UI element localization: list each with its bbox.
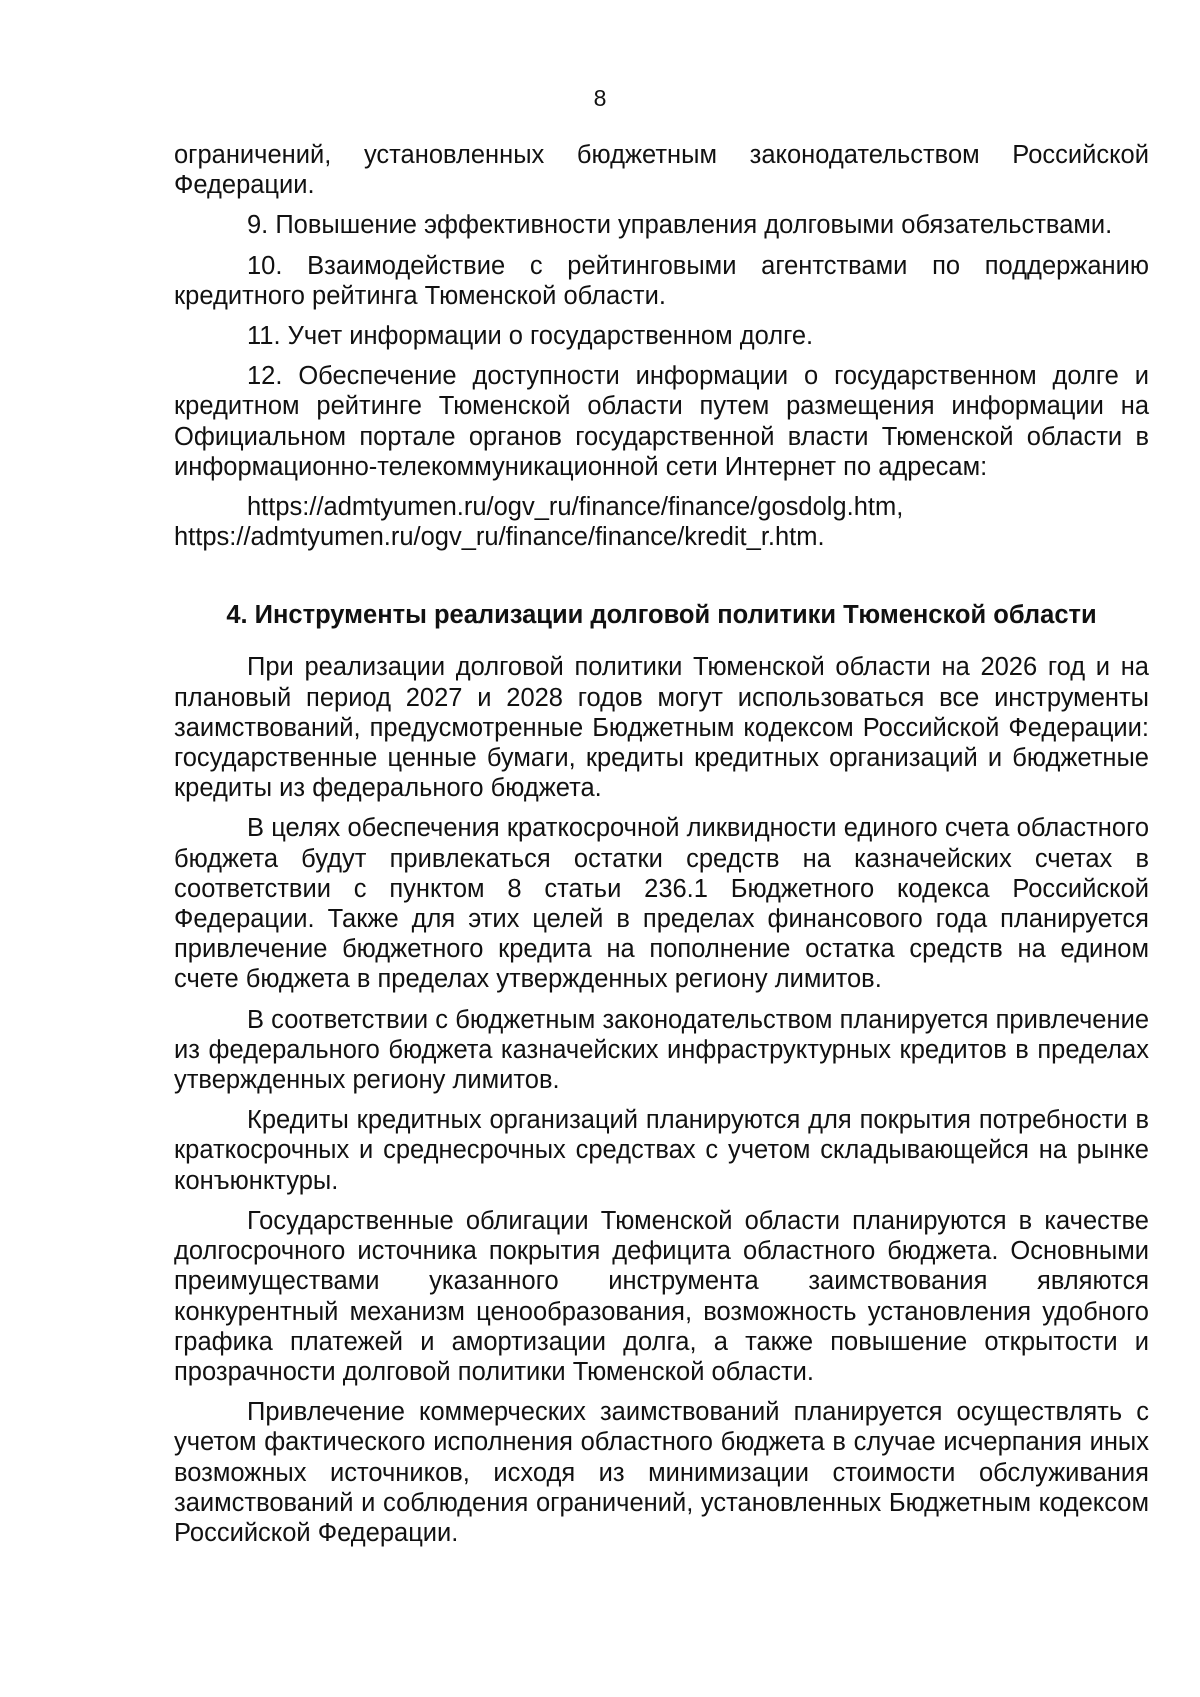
url-gosdolg: https://admtyumen.ru/ogv_ru/finance/finance/gosdolg.htm, [247, 493, 904, 522]
list-item-9: 9. Повышение эффективности управления долговыми обязательствами. [247, 211, 1113, 240]
section-paragraph-3: В соответствии с бюджетным законодательством планируется привлечение из федерального бюджета казначейских инфраструктурных кредитов в пределах утвержденных региону лимитов. [174, 1005, 1149, 1095]
page-content [174, 140, 1149, 1558]
section-paragraph-2: В целях обеспечения краткосрочной ликвидности единого счета областного бюджета будут привлекаться остатки средств на казначейских счетах в соответствии с пунктом 8 статьи 236.1 Бюджетного кодекса Российской Федерации. Также для этих целей в пределах финансового года планируется привлечение бюджетного кредита на пополнение остатка средств на едином счете бюджета в пределах утвержденных региону лимитов. [174, 814, 1149, 994]
section-paragraph-6: Привлечение коммерческих заимствований планируется осуществлять с учетом фактического исполнения областного бюджета в случае исчерпания иных возможных источников, исходя из минимизации стоимости обслуживания заимствований и соблюдения ограничений, установленных Бюджетным кодексом Российской Федерации. [174, 1398, 1149, 1547]
section-paragraph-1: При реализации долговой политики Тюменской области на 2026 год и на плановый период 2027 и 2028 годов могут использоваться все инструменты заимствований, предусмотренные Бюджетным кодексом Российской Федерации: государственные ценные бумаги, кредиты кредитных организаций и бюджетные кредиты из федерального бюджета. [174, 653, 1149, 803]
section-heading: 4. Инструменты реализации долговой политики Тюменской области [226, 601, 1097, 630]
section-paragraph-5: Государственные облигации Тюменской области планируются в качестве долгосрочного источника покрытия дефицита областного бюджета. Основными преимуществами указанного инструмента заимствования являются конкурентный механизм ценообразования, возможность установления удобного графика платежей и амортизации долга, а также повышение открытости и прозрачности долговой политики Тюменской области. [174, 1206, 1149, 1386]
url-kredit: https://admtyumen.ru/ogv_ru/finance/finance/kredit_r.htm. [174, 523, 825, 552]
list-item-11: 11. Учет информации о государственном долге. [247, 322, 814, 351]
paragraph-continuation: ограничений, установленных бюджетным законодательством Российской Федерации. [174, 141, 1149, 200]
list-item-12: 12. Обеспечение доступности информации о государственном долге и кредитном рейтинге Тюменской области путем размещения информации на Официальном портале органов государственной власти Тюменской области в информационно-телекоммуникационной сети Интернет по адресам: [174, 362, 1149, 481]
list-item-10: 10. Взаимодействие с рейтинговыми агентствами по поддержанию кредитного рейтинга Тюменской области. [174, 251, 1149, 310]
section-paragraph-4: Кредиты кредитных организаций планируются для покрытия потребности в краткосрочных и среднесрочных средствах с учетом складывающейся на рынке конъюнктуры. [174, 1106, 1149, 1195]
page-number: 8 [593, 85, 607, 111]
